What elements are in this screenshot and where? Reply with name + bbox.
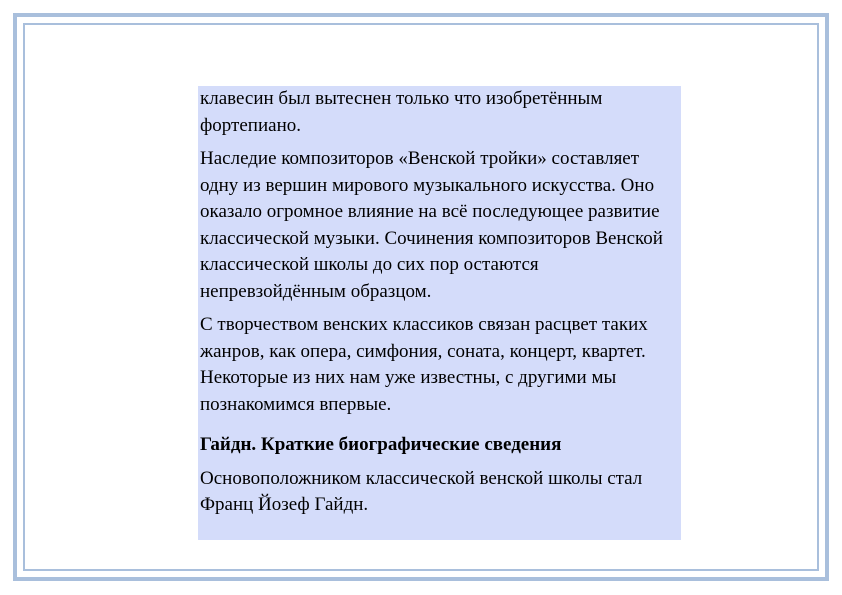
paragraph-harpsichord: клавесин был вытеснен только что изобретённым фортепиано.	[200, 88, 603, 136]
paragraph-genres: С творчеством венских классиков связан расцвет таких жанров, как опера, симфония, соната, концерт, квартет. Некоторые из них нам уже известны, с другими мы познакомимся впервые.	[200, 314, 648, 415]
paragraph-haydn-founder: Основоположником классической венской школы стал Франц Йозеф Гайдн.	[200, 467, 643, 515]
text-content-box	[198, 86, 681, 540]
section-heading: Гайдн. Краткие биографические сведения	[200, 434, 562, 455]
paragraph-vienna-legacy: Наследие композиторов «Венской тройки» составляет одну из вершин мирового музыкального искусства. Оно оказало огромное влияние на всё последующее развитие классической музыки. Сочинения композиторов Венской классической школы до сих пор остаются непревзойдённым образцом.	[200, 148, 663, 302]
